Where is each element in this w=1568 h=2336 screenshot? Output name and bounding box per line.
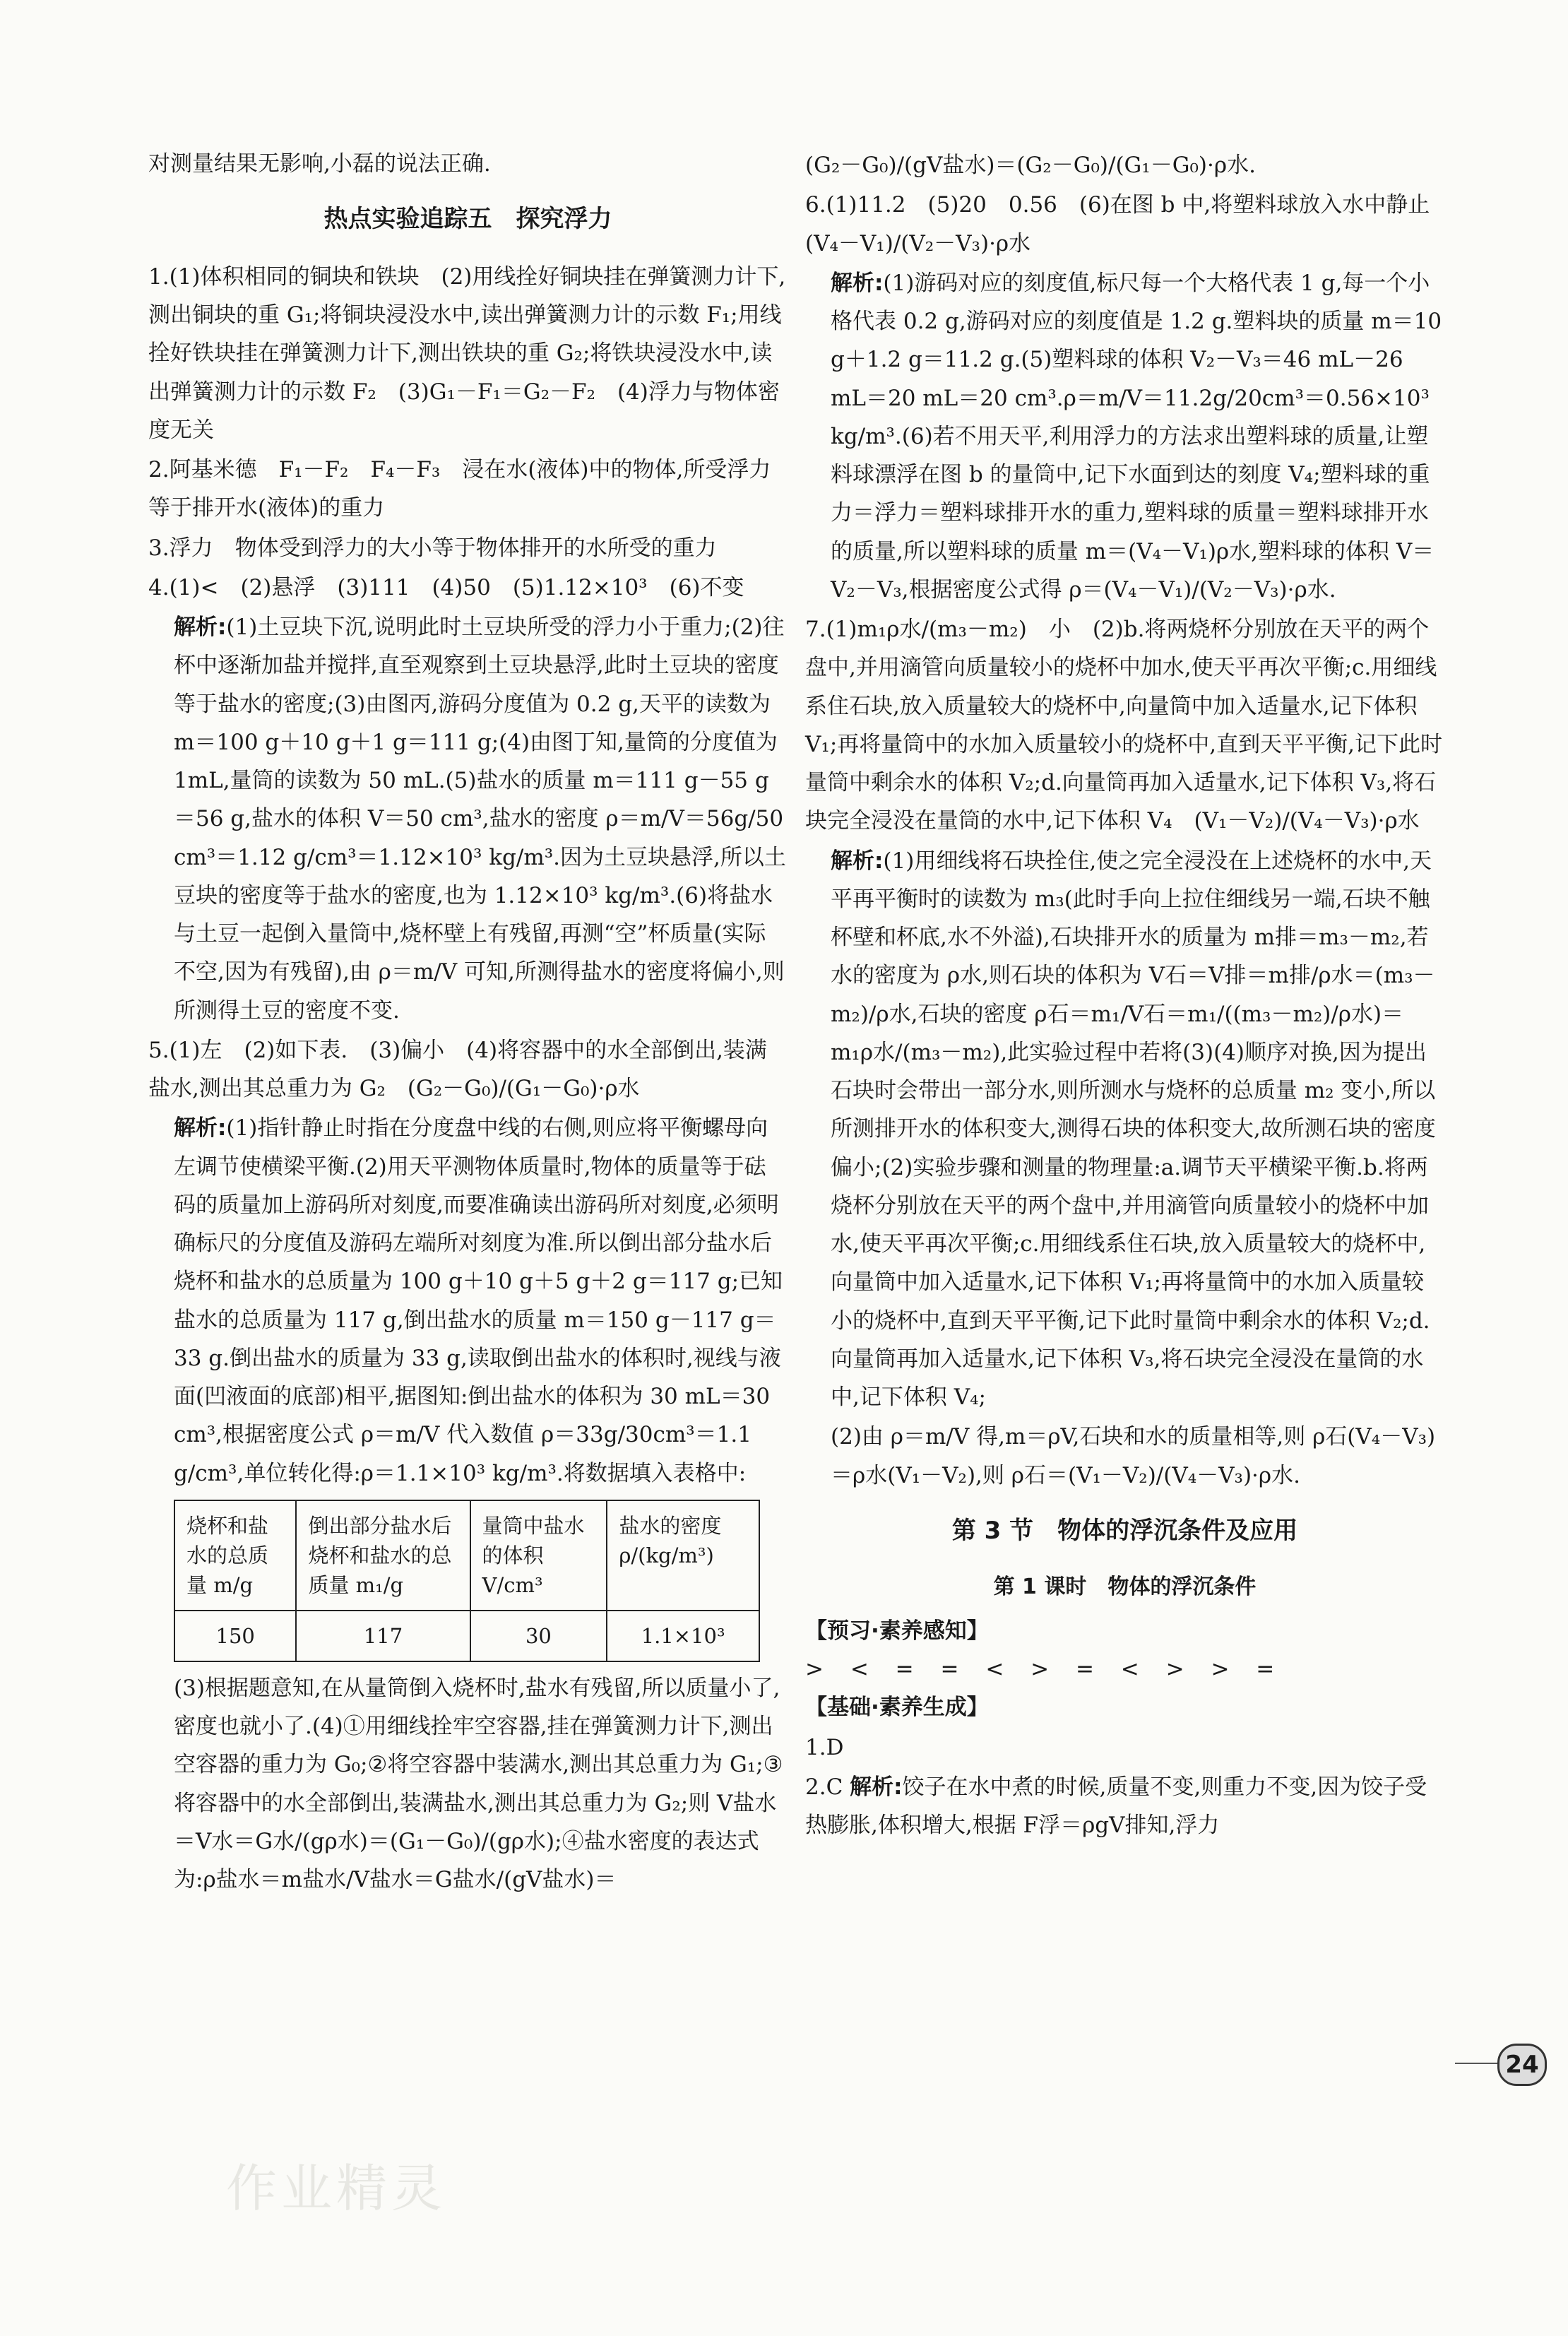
basic-answer-2-choice: 2.C bbox=[805, 1774, 843, 1800]
analysis-5-continued: (3)根据题意知,在从量筒倒入烧杯时,盐水有残留,所以质量小了,密度也就小了.(4)①用细线拴牢空容器,挂在弹簧测力计下,测出空容器的重力为 G₀;②将空容器中装满水,测出其总重力为 G₁;③将容器中的水全部倒出,装满盐水,测出其总重力为 G₂;则 V盐水＝V水＝G水/(gρ水)＝(G₁－G₀)/(gρ水);④盐水密度的表达式为:ρ盐水＝m盐水/V盐水＝G盐水/(gV盐水)＝ bbox=[174, 1675, 783, 1893]
analysis-label: 解析: bbox=[831, 270, 884, 296]
table-header: 烧杯和盐水的总质量 m/g bbox=[174, 1500, 296, 1611]
table-cell: 1.1×10³ bbox=[607, 1611, 759, 1661]
data-table bbox=[174, 1500, 760, 1662]
table-header-row bbox=[174, 1500, 759, 1611]
section-heading: 热点实验追踪五 探究浮力 bbox=[323, 205, 612, 234]
formula-continuation: (G₂－G₀)/(gV盐水)＝(G₂－G₀)/(G₁－G₀)·ρ水. bbox=[805, 153, 1256, 178]
basic-label: 【基础·素养生成】 bbox=[805, 1695, 989, 1721]
answer-5: 5.(1)左 (2)如下表. (3)偏小 (4)将容器中的水全部倒出,装满盐水,测出其总重力为 G₂ (G₂－G₀)/(G₁－G₀)·ρ水 bbox=[148, 1037, 767, 1101]
lesson-title: 第 1 课时 物体的浮沉条件 bbox=[993, 1575, 1257, 1600]
table-row bbox=[174, 1611, 759, 1661]
table-header: 盐水的密度 ρ/(kg/m³) bbox=[607, 1500, 759, 1611]
analysis-label: 解析: bbox=[174, 1115, 227, 1142]
answer-2: 2.阿基米德 F₁－F₂ F₄－F₃ 浸在水(液体)中的物体,所受浮力等于排开水(液体)的重力 bbox=[148, 457, 771, 521]
analysis-7-conclusion: (2)由 ρ＝m/V 得,m＝ρV,石块和水的质量相等,则 ρ石(V₄－V₃)＝ρ水(V₁－V₂),则 ρ石＝(V₁－V₂)/(V₄－V₃)·ρ水. bbox=[831, 1424, 1436, 1488]
analysis-7 bbox=[805, 842, 1444, 1417]
answer-7: 7.(1)m₁ρ水/(m₃－m₂) 小 (2)b.将两烧杯分别放在天平的两个盘中,并用滴管向质量较小的烧杯中加水,使天平再次平衡;c.用细线系住石块,放入质量较大的烧杯中,向量筒中加入适量水,记下体积 V₁;再将量筒中的水加入质量较小的烧杯中,直到天平平衡,记下此时量筒中剩余水的体积 V₂;d.向量筒再加入适量水,记下体积 V₃,将石块完全浸没在量筒的水中,记下体积 V₄ (V₁－V₂)/(V₄－V₃)·ρ水 bbox=[805, 617, 1442, 834]
analysis-label: 解析: bbox=[831, 848, 884, 874]
table-header: 量筒中盐水的体积 V/cm³ bbox=[470, 1500, 607, 1611]
analysis-text: (1)游码对应的刻度值,标尺每一个大格代表 1 g,每一个小格代表 0.2 g,游码对应的刻度值是 1.2 g.塑料块的质量 m＝10 g＋1.2 g＝11.2 g.(5)塑料球的体积 V₂－V₃＝46 mL－26 mL＝20 mL＝20 cm³.ρ＝m/V＝11.2g/20cm³＝0.56×10³ kg/m³.(6)若不用天平,利用浮力的方法求出塑料球的质量,让塑料球漂浮在图 b 的量筒中,记下水面到达的刻度 V₄;塑料球的重力＝浮力＝塑料球排开水的重力,塑料球的质量＝塑料球排开水的质量,所以塑料球的质量 m＝(V₄－V₁)ρ水,塑料球的体积 V＝V₂－V₃,根据密度公式得 ρ＝(V₄－V₁)/(V₂－V₃)·ρ水. bbox=[831, 270, 1442, 603]
analysis-text: (1)土豆块下沉,说明此时土豆块所受的浮力小于重力;(2)往杯中逐渐加盐并搅拌,直至观察到土豆块悬浮,此时土豆块的密度等于盐水的密度;(3)由图丙,游码分度值为 0.2 g,天平的读数为 m＝100 g＋10 g＋1 g＝111 g;(4)由图丁知,量筒的分度值为 1mL,量筒的读数为 50 mL.(5)盐水的质量 m＝111 g－55 g＝56 g,盐水的体积 V＝50 cm³,盐水的密度 ρ＝m/V＝56g/50 cm³＝1.12 g/cm³＝1.12×10³ kg/m³.因为土豆块悬浮,所以土豆块的密度等于盐水的密度,也为 1.12×10³ kg/m³.(6)将盐水与土豆一起倒入量筒中,烧杯壁上有残留,再测“空”杯质量(实际不空,因为有残留),由 ρ＝m/V 可知,所测得盐水的密度将偏小,则所测得土豆的密度不变. bbox=[174, 615, 786, 1024]
answer-1: 1.(1)体积相同的铜块和铁块 (2)用线拴好铜块挂在弹簧测力计下,测出铜块的重 G₁;将铜块浸没水中,读出弹簧测力计的示数 F₁;用线拴好铁块挂在弹簧测力计下,测出铁块的重 G₂;将铁块浸没水中,读出弹簧测力计的示数 F₂ (3)G₁－F₁＝G₂－F₂ (4)浮力与物体密度无关 bbox=[148, 263, 786, 443]
intro-line: 对测量结果无影响,小磊的说法正确. bbox=[148, 151, 491, 177]
preview-symbols: > < = = < > = < > > = bbox=[805, 1656, 1285, 1682]
answer-4: 4.(1)< (2)悬浮 (3)111 (4)50 (5)1.12×10³ (6)不变 bbox=[148, 574, 744, 600]
page-number: 24 bbox=[1497, 2044, 1547, 2086]
answer-3: 3.浮力 物体受到浮力的大小等于物体排开的水所受的重力 bbox=[148, 535, 717, 561]
left-column bbox=[148, 145, 788, 1900]
basic-answer-1: 1.D bbox=[805, 1734, 844, 1760]
preview-label: 【预习·素养感知】 bbox=[805, 1618, 989, 1644]
page-number-rule bbox=[1455, 2063, 1497, 2064]
analysis-text: (1)用细线将石块拴住,使之完全浸没在上述烧杯的水中,天平再平衡时的读数为 m₃(此时手向上拉住细线另一端,石块不触杯壁和杯底,水不外溢),石块排开水的质量为 m排＝m₃－m₂,若水的密度为 ρ水,则石块的体积为 V石＝V排＝m排/ρ水＝(m₃－m₂)/ρ水,石块的密度 ρ石＝m₁/V石＝m₁/((m₃－m₂)/ρ水)＝m₁ρ水/(m₃－m₂),此实验过程中若将(3)(4)顺序对换,因为提出石块时会带出一部分水,则所测水与烧杯的总质量 m₂ 变小,所以所测排开水的体积变大,测得石块的体积变大,故所测石块的密度偏小;(2)实验步骤和测量的物理量:a.调节天平横梁平衡.b.将两烧杯分别放在天平的两个盘中,并用滴管向质量较小的烧杯中加水,使天平再次平衡;c.用细线系住石块,放入质量较大的烧杯中,向量筒中加入适量水,记下体积 V₁;再将量筒中的水加入质量较小的烧杯中,直到天平平衡,记下此时量筒中剩余水的体积 V₂;d.向量筒再加入适量水,记下体积 V₃,将石块完全浸没在量筒的水中,记下体积 V₄; bbox=[831, 848, 1436, 1410]
table-cell: 30 bbox=[470, 1611, 607, 1661]
section-title: 第 3 节 物体的浮沉条件及应用 bbox=[951, 1516, 1298, 1545]
table-header: 倒出部分盐水后烧杯和盐水的总质量 m₁/g bbox=[296, 1500, 470, 1611]
analysis-6 bbox=[805, 264, 1444, 609]
analysis-text: (1)指针静止时指在分度盘中线的右侧,则应将平衡螺母向左调节使横梁平衡.(2)用天平测物体质量时,物体的质量等于砝码的质量加上游码所对刻度,而要准确读出游码所对刻度,必须明确标尺的分度值及游码左端所对刻度为准.所以倒出部分盐水后烧杯和盐水的总质量为 100 g＋10 g＋5 g＋2 g＝117 g;已知盐水的总质量为 117 g,倒出盐水的质量 m＝150 g－117 g＝33 g.倒出盐水的质量为 33 g,读取倒出盐水的体积时,视线与液面(凹液面的底部)相平,据图知:倒出盐水的体积为 30 mL＝30 cm³,根据密度公式 ρ＝m/V 代入数值 ρ＝33g/30cm³＝1.1 g/cm³,单位转化得:ρ＝1.1×10³ kg/m³.将数据填入表格中: bbox=[174, 1115, 783, 1486]
analysis-text: 饺子在水中煮的时候,质量不变,则重力不变,因为饺子受热膨胀,体积增大,根据 F浮＝ρgV排知,浮力 bbox=[805, 1774, 1427, 1838]
analysis-label: 解析: bbox=[174, 615, 227, 640]
basic-answer-2 bbox=[805, 1768, 1444, 1845]
table-cell: 117 bbox=[296, 1611, 470, 1661]
table-cell: 150 bbox=[174, 1611, 296, 1661]
analysis-label: 解析: bbox=[850, 1774, 903, 1800]
analysis-4 bbox=[148, 608, 788, 1030]
right-column bbox=[805, 145, 1452, 1846]
answer-6: 6.(1)11.2 (5)20 0.56 (6)在图 b 中,将塑料球放入水中静止 (V₄－V₁)/(V₂－V₃)·ρ水 bbox=[805, 192, 1452, 256]
analysis-5 bbox=[148, 1109, 788, 1493]
watermark: 作业精灵 bbox=[226, 2159, 447, 2218]
